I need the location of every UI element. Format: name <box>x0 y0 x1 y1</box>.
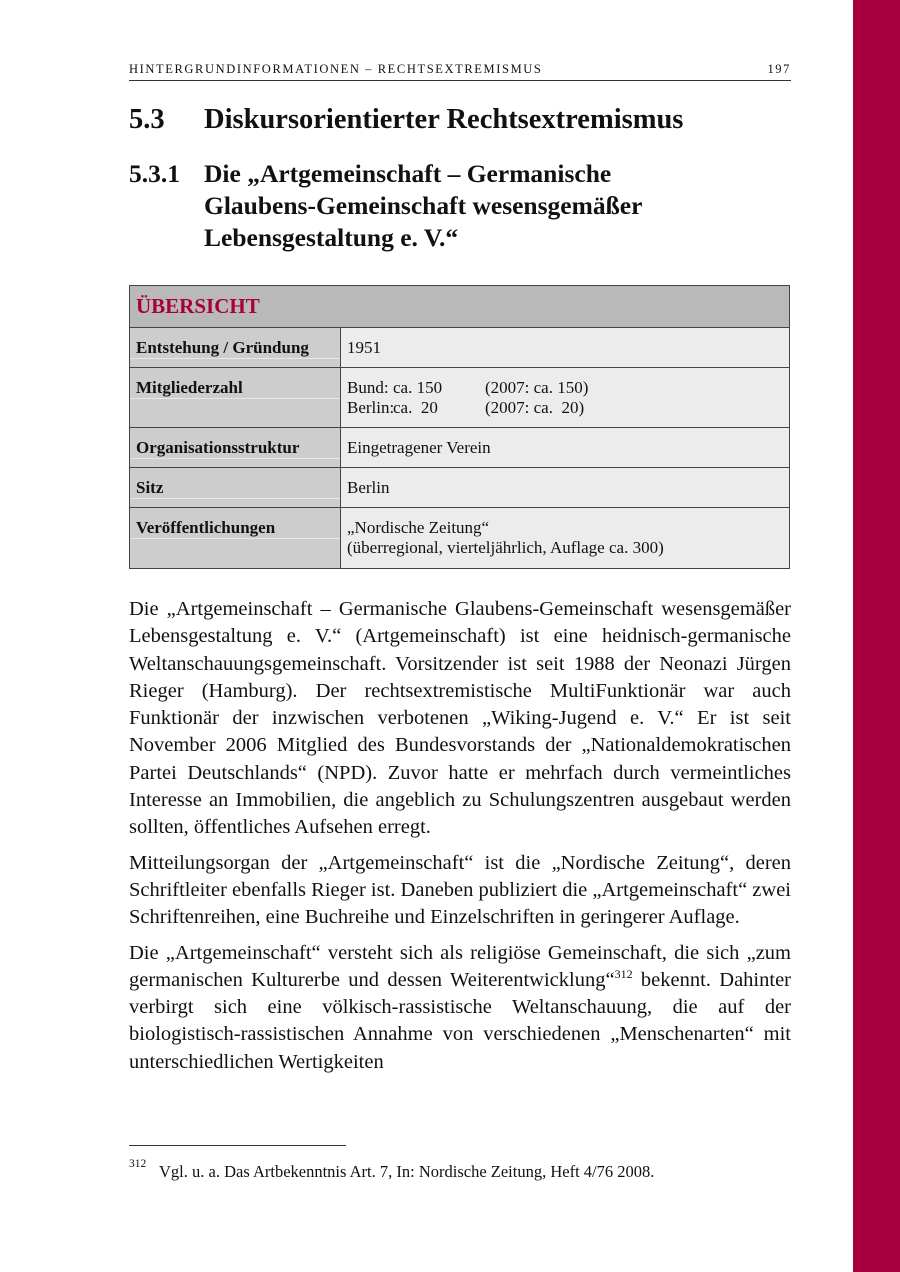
overview-heading: ÜBERSICHT <box>130 286 790 328</box>
table-row <box>130 368 790 428</box>
members-count: ca. 20 <box>393 398 438 417</box>
running-title: HINTERGRUNDINFORMATIONEN – RECHTSEXTREMISMUS <box>129 62 543 76</box>
members-previous: (2007: ca. 20) <box>485 398 585 417</box>
footnote-divider <box>129 1145 346 1146</box>
paragraph <box>129 940 791 1076</box>
body-text <box>129 596 791 1084</box>
table-row <box>130 428 790 468</box>
members-scope: Berlin: <box>347 398 395 417</box>
section-title: Diskursorientierter Rechtsextremismus <box>204 104 684 135</box>
running-header <box>129 62 791 81</box>
overview-header-row <box>130 286 790 328</box>
structure-value: Eingetragener Verein <box>341 428 790 468</box>
table-row <box>130 508 790 569</box>
members-scope: Bund: <box>347 378 389 397</box>
seat-label: Sitz <box>130 468 341 508</box>
paragraph: Die „Artgemeinschaft – Germanische Glaubens-Gemeinschaft wesensgemäßer Lebensgestaltung e. V.“ (Artgemeinschaft) ist eine heidnisch-germanische Weltanschauungsgemeinschaft. Vorsitzender ist seit 1988 der Neonazi Jürgen Rieger (Hamburg). Der rechtsextremistische MultiFunktionär war auch Funktionär der inzwischen verbotenen „Wiking-Jugend e. V.“ Er ist seit November 2006 Mitglied des Bundesvorstands der „Nationaldemokratischen Partei Deutschlands“ (NPD). Zuvor hatte er mehrfach durch vermeintliches Interesse an Immobilien, die angeblich zu Schulungszentren ausgebaut werden sollten, öffentliches Aufsehen erregt. <box>129 598 791 839</box>
members-row-bund <box>347 378 783 398</box>
publication-title: „Nordische Zeitung“ <box>347 518 490 537</box>
table-row <box>130 328 790 368</box>
paragraph-text: bekennt. Dahinter verbirgt sich eine völkisch-rassistische Weltanschauung, die auf der biologistisch-rassistischen Annahme von verschiedenen „Menschenarten“ mit unterschiedlichen Wertigkeiten <box>129 968 791 1073</box>
publications-value <box>341 508 790 569</box>
footnote-reference[interactable]: 312 <box>614 966 633 981</box>
structure-label: Organisationsstruktur <box>130 428 341 468</box>
members-label: Mitgliederzahl <box>130 368 341 428</box>
subsection-title: Die „Artgemeinschaft – Germanische Glaubens-Gemeinschaft wesensgemäßer Lebensgestaltung e. V.“ <box>204 159 642 252</box>
members-value <box>341 368 790 428</box>
subsection-heading <box>129 158 724 254</box>
members-count: ca. 150 <box>393 378 443 397</box>
section-heading <box>129 104 683 136</box>
members-row-berlin <box>347 398 783 418</box>
footnote <box>129 1158 655 1182</box>
seat-value: Berlin <box>341 468 790 508</box>
page-number: 197 <box>767 62 791 76</box>
paragraph-text: Die „Artgemeinschaft“ versteht sich als religiöse Gemeinschaft, die sich „zum germanischen Kulturerbe und dessen Weiterentwicklung“ <box>129 941 791 991</box>
members-previous: (2007: ca. 150) <box>485 378 589 397</box>
founding-value: 1951 <box>341 328 790 368</box>
side-color-band <box>853 0 900 1272</box>
overview-table <box>129 285 790 569</box>
table-row <box>130 468 790 508</box>
publications-label: Veröffentlichungen <box>130 508 341 569</box>
subsection-number: 5.3.1 <box>129 159 180 188</box>
founding-label: Entstehung / Gründung <box>130 328 341 368</box>
section-number: 5.3 <box>129 104 165 135</box>
footnote-number: 312 <box>129 1158 147 1170</box>
footnote-text: Vgl. u. a. Das Artbekenntnis Art. 7, In: Nordische Zeitung, Heft 4/76 2008. <box>159 1162 655 1181</box>
publication-details: (überregional, vierteljährlich, Auflage ca. 300) <box>347 538 664 557</box>
paragraph: Mitteilungsorgan der „Artgemeinschaft“ ist die „Nordische Zeitung“, deren Schriftleiter ebenfalls Rieger ist. Daneben publiziert die „Artgemeinschaft“ zwei Schriftenreihen, eine Buchreihe und Einzelschriften in geringerer Auflage. <box>129 851 791 929</box>
